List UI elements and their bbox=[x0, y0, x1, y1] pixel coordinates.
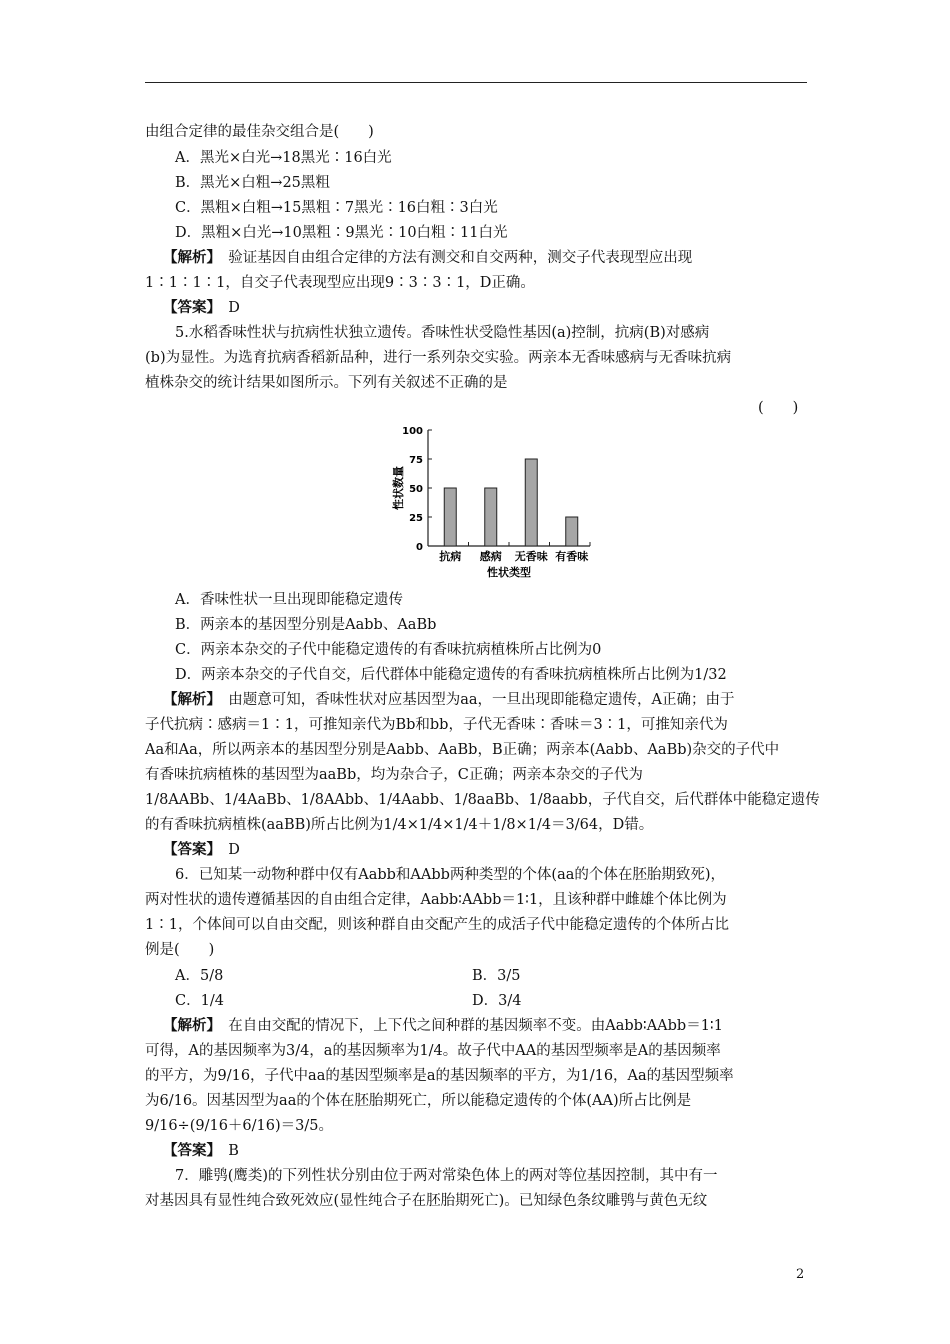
q5-analysis-line6: 的有香味抗病植株(aaBB)所占比例为1/4×1/4×1/4＋1/8×1/4＝3/64，D错。 bbox=[145, 817, 654, 833]
y-tick-label: 25 bbox=[409, 513, 423, 524]
y-axis-title: 性状数量 bbox=[392, 466, 405, 510]
q6-option-a: A．5/8 bbox=[175, 968, 224, 984]
q6-analysis: 【解析】 在自由交配的情况下，上下代之间种群的基因频率不变。由Aabb∶AAbb＝1∶1 bbox=[163, 1017, 723, 1034]
q5-option-d: D．两亲本杂交的子代自交，后代群体中能稳定遗传的有香味抗病植株所占比例为1/32 bbox=[175, 667, 727, 683]
answer-label: 【答案】 bbox=[163, 299, 214, 316]
q5-analysis-line3: Aa和Aa，所以两亲本的基因型分别是Aabb、AaBb，B正确；两亲本(Aabb、AaBb)杂交的子代中 bbox=[145, 742, 780, 758]
q7-stem-line1: 7．雕鸮(鹰类)的下列性状分别由位于两对常染色体上的两对等位基因控制，其中有一 bbox=[175, 1168, 718, 1184]
bar bbox=[566, 517, 578, 546]
y-tick-label: 100 bbox=[402, 426, 423, 437]
q6-stem-line1: 6．已知某一动物种群中仅有Aabb和AAbb两种类型的个体(aa的个体在胚胎期致死)， bbox=[175, 867, 726, 883]
q6-option-c: C．1/4 bbox=[175, 993, 224, 1009]
q6-option-b: B．3/5 bbox=[472, 968, 521, 984]
q5-analysis-line5: 1/8AABb、1/4AaBb、1/8AAbb、1/4Aabb、1/8aaBb、1/8aabb，子代自交，后代群体中能稳定遗传 bbox=[145, 792, 820, 808]
y-tick-label: 75 bbox=[409, 455, 423, 466]
q5-analysis: 【解析】 由题意可知，香味性状对应基因型为aa，一旦出现即能稳定遗传，A正确；由于 bbox=[163, 691, 735, 708]
q5-option-a: A．香味性状一旦出现即能稳定遗传 bbox=[175, 592, 403, 608]
q4-stem: 由组合定律的最佳杂交组合是( ) bbox=[145, 124, 374, 140]
q5-stem-line3: 植株杂交的统计结果如图所示。下列有关叙述不正确的是 bbox=[145, 375, 508, 391]
q4-option-b: B．黑光×白粗→25黑粗 bbox=[175, 175, 330, 191]
y-tick-label: 0 bbox=[416, 542, 423, 553]
q6-analysis-line5: 9/16÷(9/16＋6/16)＝3/5。 bbox=[145, 1118, 333, 1134]
q4-option-a: A．黑光×白光→18黑光∶16白光 bbox=[175, 150, 392, 166]
x-tick-label: 有香味 bbox=[555, 550, 589, 563]
q5-stem-line1: 5.水稻香味性状与抗病性状独立遗传。香味性状受隐性基因(a)控制，抗病(B)对感病 bbox=[175, 325, 710, 341]
y-tick-label: 50 bbox=[409, 484, 423, 495]
q6-stem-line4: 例是( ) bbox=[145, 942, 215, 958]
q5-analysis-line2: 子代抗病∶感病＝1∶1，可推知亲代为Bb和bb，子代无香味∶香味＝3∶1，可推知亲代为 bbox=[145, 717, 728, 733]
q4-analysis: 【解析】 验证基因自由组合定律的方法有测交和自交两种，测交子代表现型应出现 bbox=[163, 249, 693, 266]
x-tick-label: 无香味 bbox=[514, 550, 548, 563]
q5-answer: 【答案】 D bbox=[163, 841, 240, 858]
q6-analysis-line4: 为6/16。因基因型为aa的个体在胚胎期死亡，所以能稳定遗传的个体(AA)所占比例是 bbox=[145, 1093, 692, 1109]
bar bbox=[525, 459, 537, 546]
analysis-label: 【解析】 bbox=[163, 249, 214, 266]
q6-analysis-line3: 的平方，为9/16，子代中aa的基因型频率是a的基因频率的平方，为1/16，Aa的基因型频率 bbox=[145, 1068, 734, 1084]
q4-answer: 【答案】 D bbox=[163, 299, 240, 316]
page-number: 2 bbox=[796, 1267, 805, 1282]
q4-option-c: C．黑粗×白粗→15黑粗∶7黑光∶16白粗∶3白光 bbox=[175, 200, 498, 216]
q4-analysis-line2: 1∶1∶1∶1，自交子代表现型应出现9∶3∶3∶1，D正确。 bbox=[145, 275, 535, 291]
q4-option-d: D．黑粗×白光→10黑粗∶9黑光∶10白粗∶11白光 bbox=[175, 225, 508, 241]
q5-option-b: B．两亲本的基因型分别是Aabb、AaBb bbox=[175, 617, 437, 633]
q5-stem-line2: (b)为显性。为选育抗病香稻新品种，进行一系列杂交实验。两亲本无香味感病与无香味抗病 bbox=[145, 350, 732, 366]
q5-analysis-line4: 有香味抗病植株的基因型为aaBb，均为杂合子，C正确；两亲本杂交的子代为 bbox=[145, 767, 643, 783]
bar bbox=[485, 488, 497, 546]
q6-stem-line3: 1∶1，个体间可以自由交配，则该种群自由交配产生的成活子代中能稳定遗传的个体所占比 bbox=[145, 917, 729, 933]
q7-stem-line2: 对基因具有显性纯合致死效应(显性纯合子在胚胎期死亡)。已知绿色条纹雕鸮与黄色无纹 bbox=[145, 1193, 708, 1209]
q6-analysis-line2: 可得，A的基因频率为3/4，a的基因频率为1/4。故子代中AA的基因型频率是A的基因频率 bbox=[145, 1043, 721, 1059]
q5-option-c: C．两亲本杂交的子代中能稳定遗传的有香味抗病植株所占比例为0 bbox=[175, 642, 602, 658]
header-rule bbox=[145, 82, 807, 83]
x-axis-title: 性状类型 bbox=[487, 566, 531, 579]
x-tick-label: 感病 bbox=[479, 550, 502, 563]
q6-stem-line2: 两对性状的遗传遵循基因的自由组合定律，Aabb∶AAbb＝1∶1，且该种群中雌雄个体比例为 bbox=[145, 892, 727, 908]
q6-option-d: D．3/4 bbox=[472, 993, 522, 1009]
bar-chart bbox=[380, 420, 595, 585]
q5-answer-paren: ( ) bbox=[758, 400, 799, 416]
bar bbox=[444, 488, 456, 546]
q6-answer: 【答案】 B bbox=[163, 1142, 239, 1159]
x-tick-label: 抗病 bbox=[439, 550, 462, 563]
